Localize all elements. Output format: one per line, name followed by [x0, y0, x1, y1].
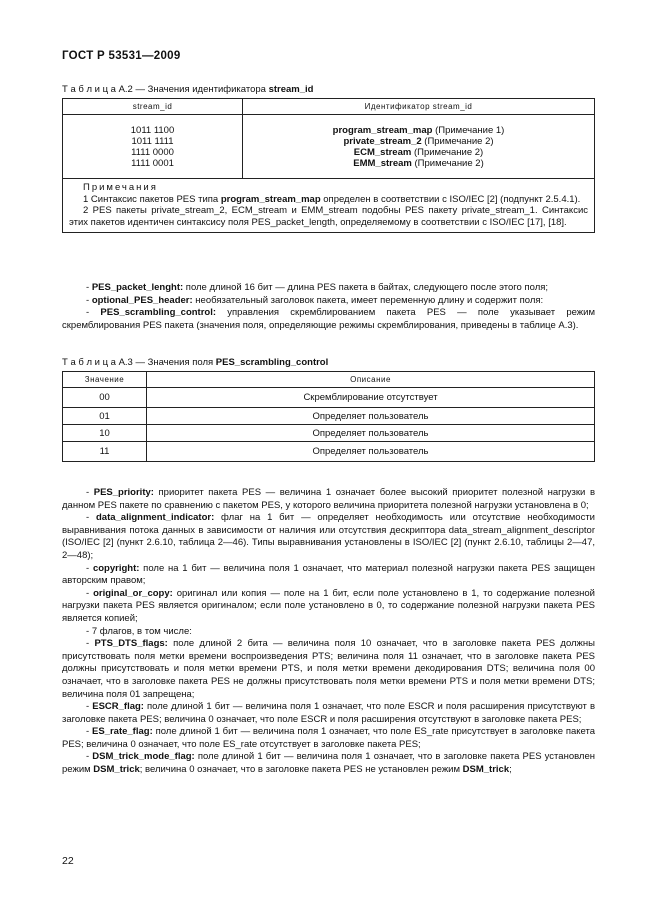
table-a2-ids-cell — [243, 115, 595, 179]
table-a2-id-note: (Примечание 2) — [411, 147, 484, 158]
dash: - — [86, 562, 93, 574]
dash: - — [86, 307, 101, 319]
table-a3-desc: Определяет пользователь — [147, 408, 595, 425]
note-1-text-a: 1 Синтаксис пакетов PES типа — [83, 193, 221, 205]
note-1-bold: program_stream_map — [220, 193, 321, 205]
field-description — [62, 307, 595, 332]
dash: - — [86, 638, 95, 650]
field-text: поле длиной 1 бит — величина поля 1 означает, что в заголовке пакета PES установлен режим — [62, 751, 595, 776]
field-text: ; величина 0 означает, что в заголовке пакета PES не установлен режим — [139, 764, 463, 776]
table-a2-id — [243, 147, 594, 158]
table-a3-code: 00 — [63, 388, 147, 408]
field-text: флаг на 1 бит — определяет необходимость или отсутствие необходимости выравнивания потока данных в зависимости от наличия или отсутствия дескриптора data_stream_alignment_descriptor (ISO/IEC [2] (пункт 2.6.10, таблица 2—46). Типы выравнивания установлены в ISO/IEC [2] (пункт 2.6.10, таблицы 2—47, 2—48); — [62, 512, 595, 561]
field-name: PES_priority: — [93, 487, 154, 498]
field-text: поле на 1 бит — величина поля 1 означает, что материал полезной нагрузки пакета PES защищен авторским правом; — [62, 562, 595, 587]
table-a2-id-note: (Примечание 2) — [421, 136, 494, 147]
table-a2-caption-text: Т а б л и ц а А.2 — Значения идентификатора — [62, 84, 269, 95]
table-a2-caption-bold: stream_id — [268, 84, 314, 95]
field-text: поле длиной 1 бит — величина поля 1 означает, что поле ESCR и поля расширения присутствуют в заголовке пакета PES; величина 0 означает, что поле ESCR и поля расширения отсутствуют в заголовке пакета PES; — [62, 701, 596, 725]
table-a2-id — [243, 158, 594, 169]
field-text: поле длиной 1 бит — величина поля 1 означает, что поле ES_rate присутствует в заголовке пакета PES; величина 0 означает, что поле ES_rate отсутствует в заголовке пакета PES; — [62, 726, 595, 750]
table-a3-desc: Скремблирование отсутствует — [147, 388, 595, 408]
table-a2-id-name: private_stream_2 — [343, 136, 422, 147]
table-a3-col1-header: Значение — [63, 372, 147, 388]
table-row — [63, 388, 595, 408]
page-number: 22 — [62, 855, 74, 867]
dash: - — [86, 701, 93, 713]
field-list-b — [62, 487, 595, 777]
field-text: поле длиной 16 бит — длина PES пакета в байтах, следующего после этого поля; — [183, 282, 549, 293]
field-description — [62, 563, 595, 588]
field-description — [62, 282, 595, 295]
table-a3-caption — [62, 357, 328, 368]
dash: - — [86, 294, 92, 306]
field-name: data_alignment_indicator: — [95, 512, 215, 524]
table-a2-id — [243, 125, 594, 136]
field-name: PES_scrambling_control: — [100, 307, 217, 319]
field-name: DSM_trick_mode_flag: — [92, 751, 195, 763]
table-a3-caption-bold: PES_scrambling_control — [215, 357, 329, 368]
table-a3-code: 10 — [63, 425, 147, 442]
dash: - — [86, 487, 94, 498]
field-description — [62, 512, 595, 562]
table-a2-code: 1111 0001 — [131, 158, 174, 169]
table-row — [63, 442, 595, 462]
field-name: original_or_copy: — [93, 587, 173, 599]
field-list-a — [62, 282, 595, 332]
table-a3-caption-text: Т а б л и ц а А.3 — Значения поля — [62, 357, 216, 368]
table-a3-code: 01 — [63, 408, 147, 425]
field-name: ESCR_flag: — [92, 701, 144, 713]
table-a3-desc: Определяет пользователь — [147, 425, 595, 442]
field-description — [62, 726, 595, 751]
field-text: управления скремблированием пакета PES — поле указывает режим скремблирования PES пакета (значения поля, определяющие режимы скремблирования, приведены в таблице А.3). — [62, 307, 596, 331]
field-name: copyright: — [92, 562, 140, 574]
notes-title: Примечания — [83, 182, 158, 193]
dash: - — [86, 625, 92, 637]
dash: - — [86, 282, 92, 293]
table-a2-codes-cell — [63, 115, 243, 179]
table-a2-code: 1011 1100 — [130, 125, 175, 136]
field-description — [62, 638, 595, 701]
field-description — [62, 588, 595, 626]
dash: - — [86, 726, 93, 738]
table-a3 — [62, 371, 595, 462]
field-description — [62, 626, 595, 639]
table-a3-code: 11 — [63, 442, 147, 462]
table-a2 — [62, 98, 595, 233]
field-description — [62, 295, 595, 308]
field-name: ES_rate_flag: — [92, 726, 153, 738]
table-a2-id-name: EMM_stream — [353, 158, 412, 169]
field-name: PES_packet_lenght: — [91, 282, 184, 293]
field-text: оригинал или копия — поле на 1 бит, если поле установлено в 1, то содержание полезной нагрузки пакета PES является оригиналом; если поле установлено в 0, то содержание полезной нагрузки пакета PES является копией; — [62, 587, 595, 624]
field-name: PTS_DTS_flags: — [94, 638, 168, 650]
field-name: DSM_trick — [93, 764, 140, 776]
field-text: необязательный заголовок пакета, имеет переменную длину и содержит поля: — [192, 294, 544, 306]
table-a2-id-note: (Примечание 1) — [432, 125, 505, 136]
field-text: 7 флагов, в том числе: — [91, 625, 192, 637]
table-row — [63, 408, 595, 425]
field-name: optional_PES_header: — [91, 294, 193, 306]
table-a2-id — [243, 136, 594, 147]
table-a3-col2-header: Описание — [147, 372, 595, 388]
table-a2-code: 1111 0000 — [131, 147, 174, 158]
note-2: 2 PES пакеты private_stream_2, ECM_stream и EMM_stream подобны PES пакету private_stream_1. Синтаксис этих пакетов идентичен синтаксису поля PES_packet_length, определяемому в соответствии с ISO/IEC [17], [18]. — [69, 205, 588, 228]
field-text: приоритет пакета PES — величина 1 означает более высокий приоритет полезной нагрузки в данном PES пакете по сравнению с пакетом PES, у которого величина приоритета полезной нагрузки установлена в 0; — [62, 487, 595, 511]
table-a2-caption — [62, 84, 313, 95]
field-description — [62, 701, 595, 726]
table-row — [63, 425, 595, 442]
table-a2-id-note: (Примечание 2) — [411, 158, 484, 169]
dash: - — [86, 751, 93, 763]
field-text: поле длиной 2 бита — величина поля 10 означает, что в заголовке пакета PES должны присутствовать поля метки времени воспроизведения PTS; величина поля 11 означает, что в заголовке пакета PES должны присутствовать и поля метки времени PTS, и поля метки времени декодирования DTS; величина поля 00 означает, что в заголовке пакета PES не должны присутствовать поля метки времени PTS и поля метки времени DTS; величина поля 01 запрещена; — [62, 638, 595, 700]
document-header: ГОСТ Р 53531—2009 — [62, 50, 181, 62]
field-description — [62, 487, 595, 512]
table-a2-notes-cell — [63, 179, 595, 233]
field-description — [62, 751, 595, 776]
note-1 — [69, 194, 588, 206]
dash: - — [86, 512, 96, 524]
table-a2-code: 1011 1111 — [131, 136, 174, 147]
field-name: DSM_trick — [462, 764, 510, 776]
note-1-text-b: определен в соответствии с ISO/IEC [2] (подпункт 2.5.4.1). — [320, 193, 581, 205]
table-a2-col1-header: stream_id — [63, 99, 243, 115]
table-a2-id-name: program_stream_map — [332, 125, 433, 136]
dash: - — [86, 587, 94, 599]
table-a3-desc: Определяет пользователь — [147, 442, 595, 462]
table-a2-col2-header: Идентификатор stream_id — [243, 99, 595, 115]
table-a2-id-name: ECM_stream — [353, 147, 412, 158]
field-text: ; — [509, 764, 512, 776]
